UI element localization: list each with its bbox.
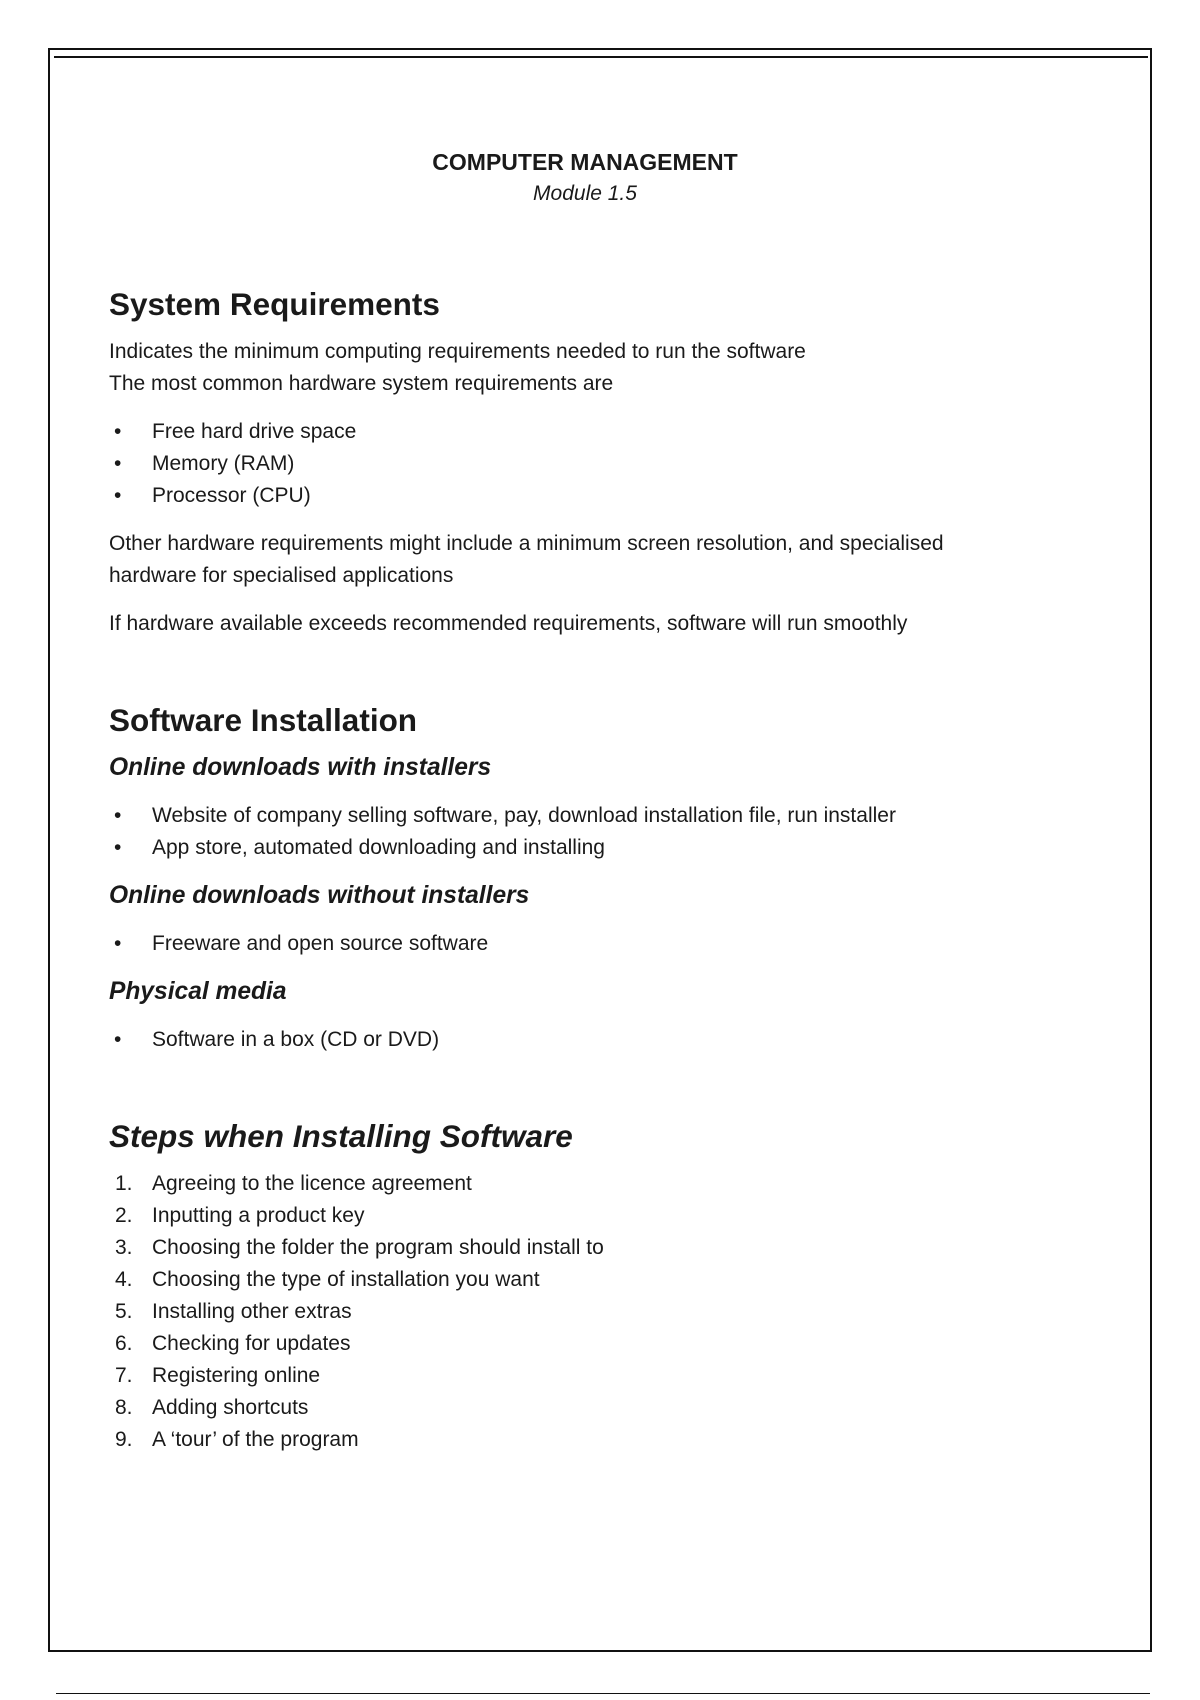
list-number: 9. bbox=[115, 1428, 133, 1451]
list-item bbox=[109, 1200, 1069, 1232]
list-item-text: Inputting a product key bbox=[152, 1204, 365, 1227]
list-item: • Website of company selling software, pay, download installation file, run installer bbox=[109, 800, 1069, 832]
paragraph: The most common hardware system requirements are bbox=[109, 372, 614, 395]
list-number: 6. bbox=[115, 1332, 133, 1355]
bullet-list-online-without-installers bbox=[109, 928, 1069, 960]
list-item-text: Installing other extras bbox=[152, 1300, 352, 1323]
list-item bbox=[109, 1232, 1069, 1264]
paragraph: Indicates the minimum computing requirements needed to run the software bbox=[109, 340, 806, 363]
page-title: COMPUTER MANAGEMENT bbox=[432, 149, 738, 175]
list-item bbox=[109, 1264, 1069, 1296]
list-item bbox=[109, 1424, 1069, 1456]
section-heading-system-requirements: System Requirements bbox=[109, 286, 440, 322]
list-item-text: A ‘tour’ of the program bbox=[152, 1428, 359, 1451]
list-item bbox=[109, 1168, 1069, 1200]
section-heading-software-installation: Software Installation bbox=[109, 702, 418, 738]
list-number: 5. bbox=[115, 1300, 133, 1323]
document-body bbox=[109, 146, 1069, 1456]
list-item-text: Adding shortcuts bbox=[152, 1396, 309, 1419]
footer-rule bbox=[56, 1693, 1150, 1694]
subheading-physical-media: Physical media bbox=[109, 978, 287, 1005]
subheading-online-without-installers: Online downloads without installers bbox=[109, 882, 530, 909]
list-number: 2. bbox=[115, 1204, 133, 1227]
list-item: • Free hard drive space bbox=[109, 416, 1069, 448]
subheading-online-with-installers: Online downloads with installers bbox=[109, 754, 492, 781]
list-item-text: Registering online bbox=[152, 1364, 321, 1387]
list-item bbox=[109, 1328, 1069, 1360]
section-heading-installation-steps: Steps when Installing Software bbox=[109, 1118, 573, 1154]
page-subtitle: Module 1.5 bbox=[533, 182, 637, 205]
paragraph: Other hardware requirements might include a minimum screen resolution, and specialised hardware for specialised applications bbox=[109, 532, 944, 587]
list-item-text: Checking for updates bbox=[152, 1332, 351, 1355]
list-number: 8. bbox=[115, 1396, 133, 1419]
list-item bbox=[109, 1360, 1069, 1392]
list-item-text: Agreeing to the licence agreement bbox=[152, 1172, 472, 1195]
list-item bbox=[109, 1296, 1069, 1328]
list-item: • Freeware and open source software bbox=[109, 928, 1069, 960]
list-item: • Processor (CPU) bbox=[109, 480, 1069, 512]
list-item bbox=[109, 1392, 1069, 1424]
paragraph: If hardware available exceeds recommended requirements, software will run smoothly bbox=[109, 612, 908, 635]
bullet-list-physical-media bbox=[109, 1024, 1069, 1056]
numbered-list-installation-steps bbox=[109, 1168, 1069, 1456]
bullet-list-online-with-installers bbox=[109, 800, 1069, 864]
list-item: • Memory (RAM) bbox=[109, 448, 1069, 480]
list-number: 3. bbox=[115, 1236, 133, 1259]
list-item-text: Choosing the type of installation you want bbox=[152, 1268, 540, 1291]
list-item: • App store, automated downloading and installing bbox=[109, 832, 1069, 864]
list-number: 1. bbox=[115, 1172, 133, 1195]
list-number: 7. bbox=[115, 1364, 133, 1387]
page-border-inner-line bbox=[54, 56, 1148, 58]
list-number: 4. bbox=[115, 1268, 133, 1291]
list-item: • Software in a box (CD or DVD) bbox=[109, 1024, 1069, 1056]
list-item-text: Choosing the folder the program should install to bbox=[152, 1236, 604, 1259]
bullet-list-requirements bbox=[109, 416, 1069, 512]
